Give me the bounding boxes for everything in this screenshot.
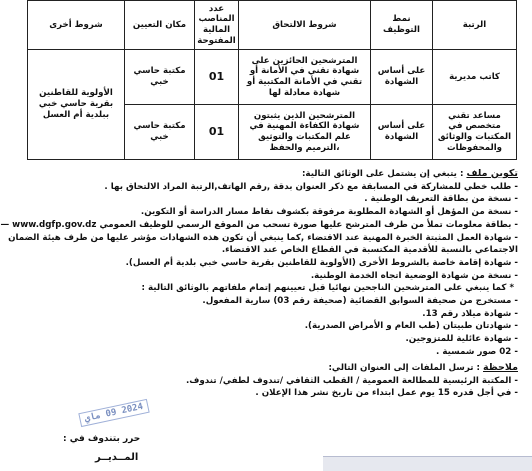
- cell-mode: على أساس الشهادة: [371, 105, 433, 160]
- director-signature: المــديــر: [95, 452, 139, 463]
- table-row: [28, 50, 517, 105]
- list-item: الاجتماعي بالنسبة للأقدمية المكتسبة في القطاع الخاص عند الاقتضاء.: [221, 245, 518, 256]
- table-header-row: [28, 1, 517, 50]
- cell-positions: 01: [195, 105, 239, 160]
- list-item: - نسخة من بطاقة التعريف الوطنية .: [364, 194, 518, 205]
- header-place: مكان التعيين: [125, 1, 195, 50]
- list-item: - نسخة من شهادة الوضعية اتجاه الخدمة الوطنية.: [310, 270, 518, 281]
- cell-positions: 01: [195, 50, 239, 105]
- list-item: - شهادتان طبيتان (طب العام و الأمراض الصدرية).: [304, 321, 518, 332]
- official-seal-strip: [323, 456, 532, 471]
- header-rank: الرتبة: [433, 1, 517, 50]
- cell-place: مكتبة حاسي خبي: [125, 105, 195, 160]
- list-item: - شهادة عائلية للمتزوجين.: [405, 334, 518, 345]
- list-item: - شهادة ميلاد رقم 13.: [422, 308, 518, 319]
- list-item: - طلب خطي للمشاركة في المسابقة مع ذكر العنوان بدقة ,رقم الهاتف,الرتبة المراد الالتحاق بها .: [104, 181, 518, 192]
- list-item: - بطاقة معلومات تملأ من طرف المترشح عليها صورة تسحب من الموقع الرسمي للوظيف العمومي www.dgfp.gov.dz —: [0, 219, 518, 230]
- cell-place: مكتبة حاسي خبي: [125, 50, 195, 105]
- header-other: شروط أخرى: [28, 1, 125, 50]
- remark-title-line: [33, 362, 518, 375]
- list-item: - 02 صور شمسية .: [436, 346, 518, 357]
- remark-line-2: - المكتبة الرئيسية للمطالعة العمومية / القطب الثقافي /تندوف لطفي/ تندوف.: [186, 375, 518, 386]
- cell-mode: على أساس الشهادة: [371, 50, 433, 105]
- remark-heading: ملاحظة: [483, 362, 518, 373]
- list-item: * كما ينبغي على المترشحين الناجحين نهائيا قبل تعيينهم إتمام ملفاتهم بالوثائق التالية :: [141, 283, 514, 294]
- cell-rank: كاتب مديرية: [433, 50, 517, 105]
- place-date-line: حرر بتندوف في :: [63, 434, 141, 444]
- dossier-intro: : يتبغي إن يشتمل على الوثائق التالية:: [301, 169, 464, 179]
- header-mode: نمط التوظيف: [371, 1, 433, 50]
- date-stamp: 2024 09 ماي: [78, 399, 149, 427]
- dossier-heading: تكوين ملف: [466, 168, 518, 179]
- remark-line-1: : ترسل الملفات إلى العنوان التالي:: [328, 363, 480, 373]
- cell-conditions: المترشحين الحائزين على شهادة تقني في الأمانة أو تقني في الأمانة المكتبية أو شهادة معادلة لها: [239, 50, 371, 105]
- cell-conditions: المترشحين الذين يثبتون شهادة الكفاءة المهنية في علم المكتبات والتوثيق ،الترميم والحفظ: [239, 105, 371, 160]
- cell-other-conditions: الأولوية للقاطنين بقرية حاسي خبي ببلدية أم العسل: [28, 50, 125, 160]
- header-positions: عدد المناصب المالية المفتوحة: [195, 1, 239, 50]
- list-item: - نسخة من المؤهل أو الشهادة المطلوبة مرفوقة بكشوف نقاط مسار الدراسة أو التكوين.: [140, 207, 518, 218]
- list-item: - مستخرج من صحيفة السوابق القضائية (صحيفة رقم 03) سارية المفعول.: [202, 296, 518, 307]
- remark-line-3: - في أجل قدره 15 يوم عمل ابتداء من تاريخ نشر هذا الإعلان .: [255, 388, 518, 399]
- dossier-section: [0, 168, 518, 359]
- list-item: - شهادة العمل المثبتة الخبرة المهنية عند الاقتضاء ,كما ينبغي أن تكون هذه الشهادات مؤشر عليها من طرف هيئة الضمان: [8, 232, 518, 243]
- recruitment-table: [27, 0, 517, 160]
- dossier-title-line: [33, 168, 518, 181]
- header-conditions: شروط الالتحاق: [239, 1, 371, 50]
- cell-rank: مساعد تقني متخصص في المكتبات والوثائق والمحفوظات: [433, 105, 517, 160]
- list-item: - شهادة إقامة خاصة بالشروط الأخرى (الأولوية للقاطنين بقرية حاسي خبي بلدية أم العسل).: [125, 257, 518, 268]
- remark-section: [33, 362, 518, 400]
